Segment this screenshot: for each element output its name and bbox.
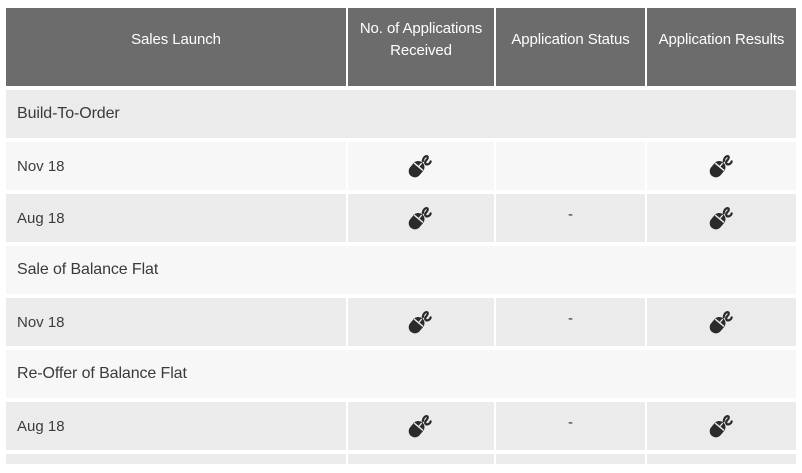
row-label: Nov 18 [6,142,346,190]
status-value: - [568,205,573,223]
application-status-cell [496,142,645,190]
application-results-link[interactable] [647,298,796,346]
mouse-click-icon [707,413,737,440]
column-header-application-status: Application Status [496,8,645,86]
mouse-click-icon [707,205,737,232]
mouse-click-icon [406,309,436,336]
application-results-link[interactable] [647,194,796,242]
section-row-build-to-order: Build-To-Order [6,90,796,138]
applications-received-link[interactable] [348,142,494,190]
mouse-click-icon [406,205,436,232]
application-status-cell [496,298,645,346]
sales-launch-table [6,8,796,464]
partial-row-cell [647,454,796,464]
row-label: Nov 18 [6,298,346,346]
section-row-re-offer-of-balance-flat: Re-Offer of Balance Flat [6,350,796,398]
applications-received-link[interactable] [348,194,494,242]
column-header-sales-launch: Sales Launch [6,8,346,86]
applications-received-link[interactable] [348,298,494,346]
row-label: Aug 18 [6,402,346,450]
mouse-click-icon [406,413,436,440]
status-value: - [568,309,573,327]
column-header-applications-received: No. of Applications Received [348,8,494,86]
column-header-application-results: Application Results [647,8,796,86]
partial-row-cell [496,454,645,464]
mouse-click-icon [406,153,436,180]
status-value: - [568,413,573,431]
mouse-click-icon [707,309,737,336]
section-row-sale-of-balance-flat: Sale of Balance Flat [6,246,796,294]
partial-row-cell [6,454,346,464]
partial-row-cell [348,454,494,464]
mouse-click-icon [707,153,737,180]
row-label: Aug 18 [6,194,346,242]
application-results-link[interactable] [647,142,796,190]
applications-received-link[interactable] [348,402,494,450]
application-results-link[interactable] [647,402,796,450]
application-status-cell [496,194,645,242]
application-status-cell [496,402,645,450]
